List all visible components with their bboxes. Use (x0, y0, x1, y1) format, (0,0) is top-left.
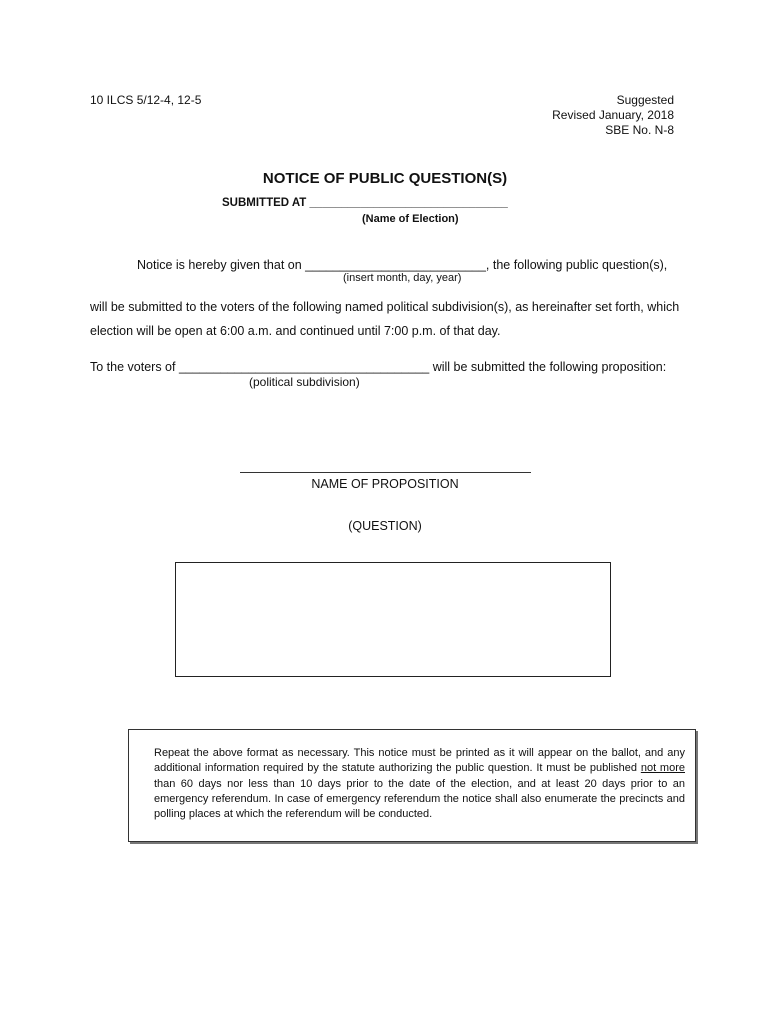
political-subdivision-caption: (political subdivision) (249, 375, 360, 389)
election-name-caption: (Name of Election) (362, 213, 459, 225)
question-label: (QUESTION) (348, 519, 422, 533)
instructions-text-2: than 60 days nor less than 10 days prior to the date of the election, and at least 20 days prior to an emergency referendum. In case of emergency referendum the notice shall also enumerate the precincts and polling places at which the referendum will be conducted. (154, 777, 685, 821)
election-name-blank[interactable]: _______________________________ (309, 197, 508, 209)
revised-date: Revised January, 2018 (552, 108, 674, 122)
paragraph-line-2: election will be open at 6:00 a.m. and continued until 7:00 p.m. of that day. (90, 324, 501, 338)
date-blank[interactable]: __________________________ (305, 258, 486, 272)
proposition-name-label: NAME OF PROPOSITION (311, 477, 459, 491)
form-number: SBE No. N-8 (605, 123, 674, 137)
voters-suffix: will be submitted the following proposition: (432, 360, 667, 374)
instructions-text-1: Repeat the above format as necessary. This notice must be printed as it will appear on the ballot, and any additional information required by the statute authorizing the public question. It must be published (154, 747, 685, 775)
proposition-name-line[interactable] (240, 472, 531, 473)
question-text-box[interactable] (175, 562, 611, 677)
political-subdivision-blank[interactable]: ____________________________________ (178, 360, 430, 374)
submitted-at-label: SUBMITTED AT (222, 197, 307, 209)
suggested-label: Suggested (616, 93, 674, 107)
paragraph-line-1: will be submitted to the voters of the following named political subdivision(s), as hereinafter set forth, which (90, 300, 680, 314)
notice-prefix: Notice is hereby given that on (137, 258, 302, 272)
form-info-block (552, 93, 674, 138)
notice-suffix: , the following public question(s), (485, 258, 668, 272)
voters-row (90, 359, 666, 375)
voters-prefix: To the voters of (90, 360, 176, 374)
statute-reference: 10 ILCS 5/12-4, 12-5 (90, 93, 202, 107)
instructions-box (128, 729, 696, 842)
page-title: NOTICE OF PUBLIC QUESTION(S) (262, 170, 508, 187)
instructions-underlined: not more (640, 762, 685, 775)
submitted-at-row (222, 197, 508, 209)
date-caption: (insert month, day, year) (343, 272, 462, 284)
